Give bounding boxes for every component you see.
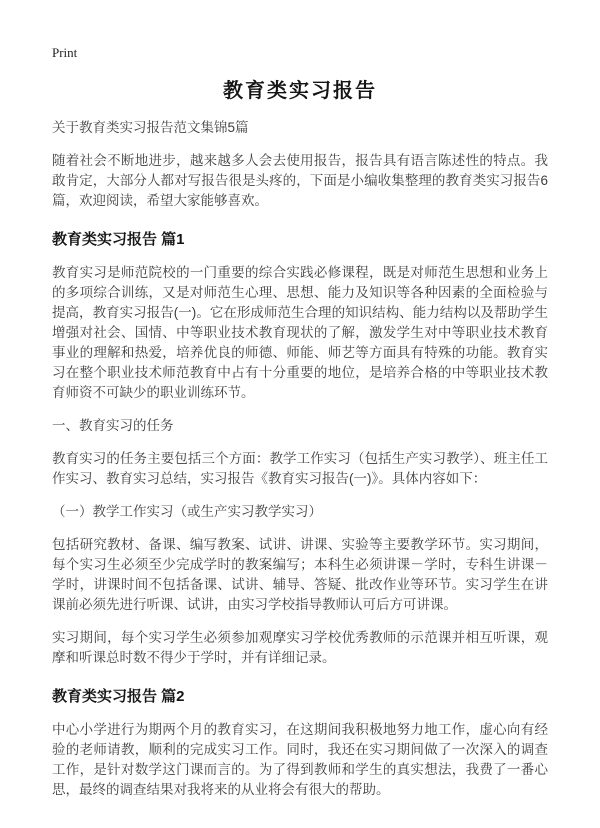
paragraph-intro: 随着社会不断地进步，越来越多人会去使用报告，报告具有语言陈述性的特点。我敢肯定，大部分人都对写报告很是头疼的，下面是小编收集整理的教育类实习报告6篇，欢迎阅读，希望大家能够喜欢。: [52, 153, 548, 208]
paragraph: 教育实习是师范院校的一门重要的综合实践必修课程，既是对师范生思想和业务上的多项综合训练，又是对师范生心理、思想、能力及知识等各种因素的全面检验与提高，教育实习报告(一)。它在形成师范生合理的知识结构、能力结构以及帮助学生增强对社会、国情、中等职业技术教育现状的了解，激发学生对中等职业技术教育事业的理解和热爱，培养优良的师德、师能、师艺等方面具有特殊的功能。教育实习在整个职业技术师范教育中占有十分重要的地位，是培养合格的中等职业技术教育师资不可缺少的职业训练环节。: [52, 265, 548, 400]
paragraph-sub-item-one: （一）教学工作实习（或生产实习教学实习）: [52, 504, 322, 519]
section-heading-part2: 教育类实习报告 篇2: [52, 688, 185, 705]
page-title: 教育类实习报告: [223, 80, 377, 102]
paragraph: 教育实习的任务主要包括三个方面：教学工作实习（包括生产实习教学）、班主任工作实习、教育实习总结，实习报告《教育实习报告(一)》。具体内容如下：: [52, 451, 548, 486]
paragraph: 中心小学进行为期两个月的教育实习，在这期间我积极地努力地工作，虚心向有经验的老师请教，顺利的完成实习工作。同时，我还在实习期间做了一次深入的调查工作，是针对数学这门课而言的。为了得到教师和学生的真实想法，我费了一番心思，最终的调查结果对我将来的从业将会有很大的帮助。: [52, 722, 548, 797]
paragraph: 实习期间，每个实习学生必须参加观摩实习学校优秀教师的示范课并相互听课，观摩和听课总时数不得少于学时，并有详细记录。: [52, 630, 548, 665]
print-link[interactable]: Print: [52, 45, 78, 60]
section-heading-part1: 教育类实习报告 篇1: [52, 231, 185, 248]
paragraph: 包括研究教材、备课、编写教案、试讲、讲课、实验等主要教学环节。实习期间，每个实习生必须至少完成学时的教案编写；本科生必须讲课－学时，专科生讲课－学时，讲课时间不包括备课、试讲、辅导、答疑、批改作业等环节。实习学生在讲课前必须先进行听课、试讲，由实习学校指导教师认可后方可讲课。: [52, 537, 548, 612]
paragraph-list-item-one: 一、教育实习的任务: [52, 418, 174, 433]
document-subtitle: 关于教育类实习报告范文集锦5篇: [52, 120, 249, 135]
